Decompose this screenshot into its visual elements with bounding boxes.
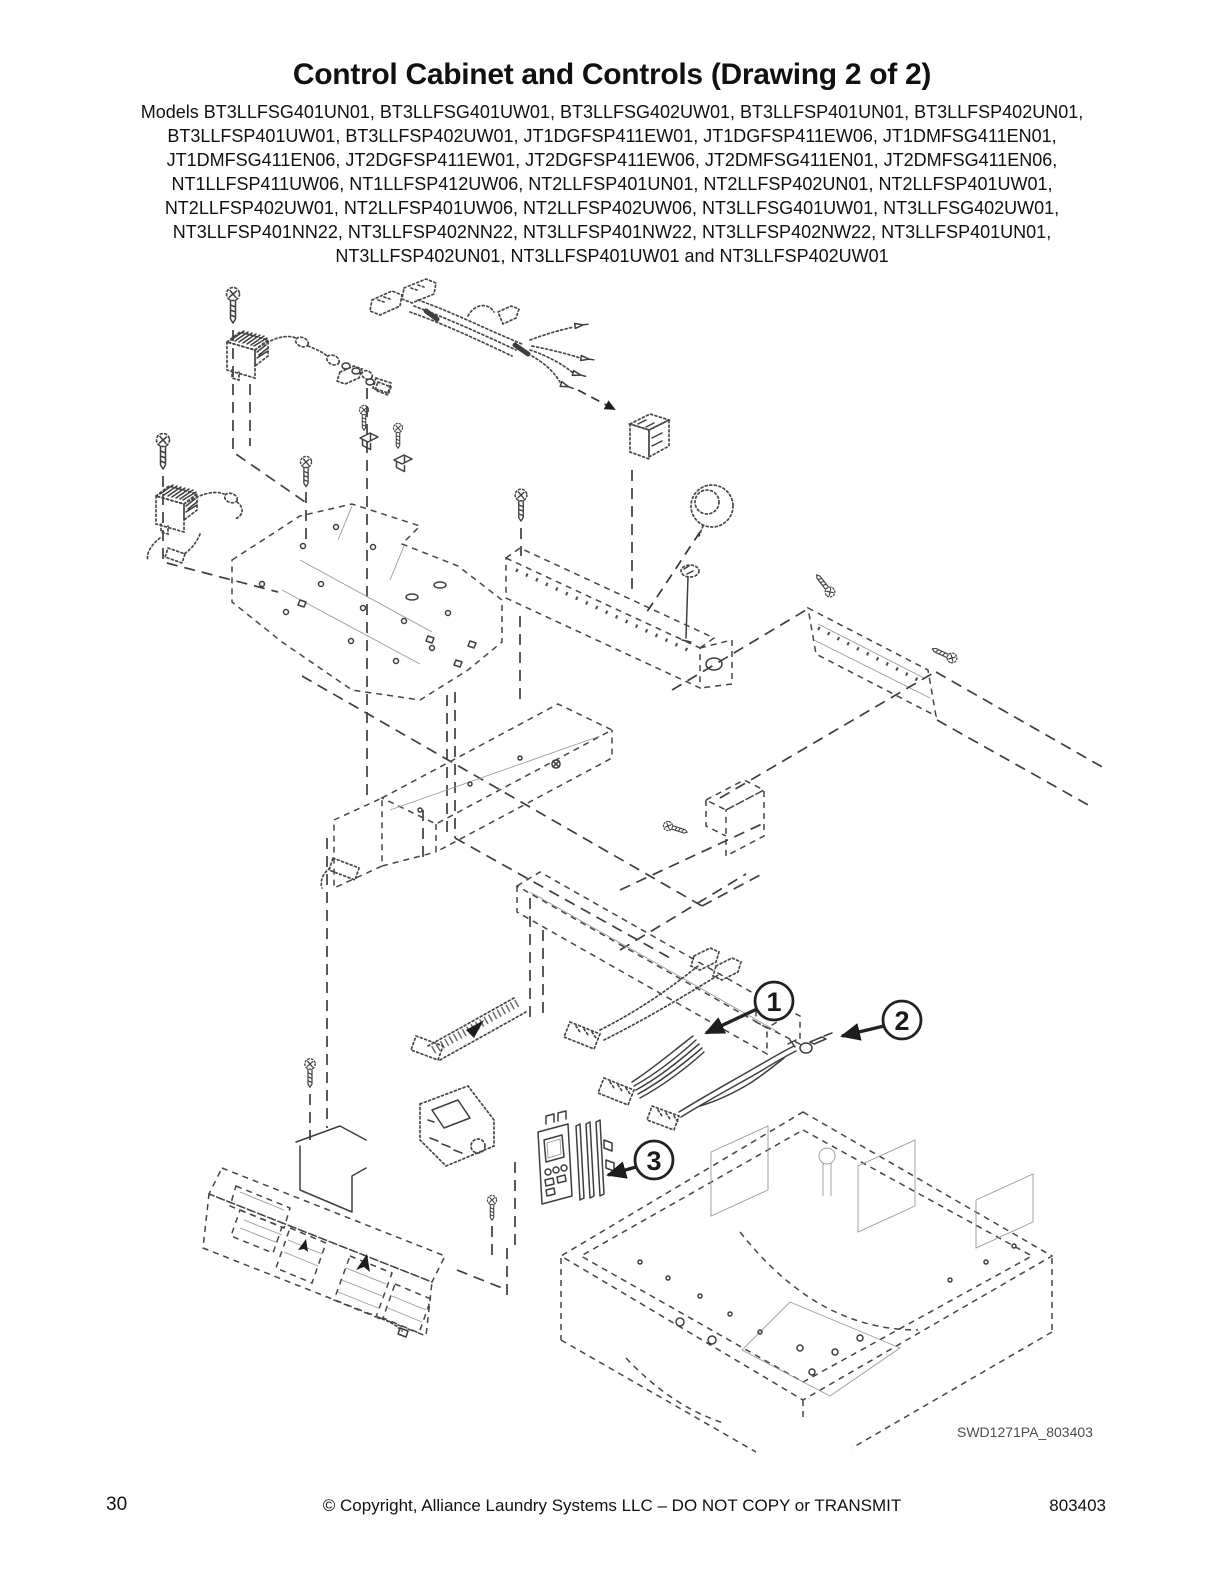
channel-bracket-lower bbox=[321, 858, 800, 1054]
right-bracket bbox=[808, 572, 958, 716]
models-line: NT2LLFSP402UW01, NT2LLFSP401UW06, NT2LLFSP402UW06, NT3LLFSG401UW01, NT3LLFSG402UW01, bbox=[164, 198, 1060, 218]
screw-icon bbox=[662, 820, 688, 836]
lower-left-relay-assembly bbox=[148, 434, 279, 593]
clip-nut bbox=[360, 433, 378, 450]
l-bracket bbox=[662, 780, 764, 856]
callout-3-number: 3 bbox=[646, 1146, 662, 1176]
models-line: NT3LLFSP401NN22, NT3LLFSP402NN22, NT3LLFSP401NW22, NT3LLFSP402NW22, NT3LLFSP401UN01, bbox=[172, 222, 1052, 242]
screw-icon bbox=[930, 644, 958, 664]
wire-harness-item-1 bbox=[598, 1036, 704, 1105]
support-bar bbox=[506, 548, 732, 688]
spade-terminal bbox=[560, 382, 574, 391]
screw-icon bbox=[157, 434, 170, 470]
models-line: Models BT3LLFSG401UN01, BT3LLFSG401UW01, BT3LLFSG402UW01, BT3LLFSP401UN01, BT3LLFSP402UN01, bbox=[140, 102, 1084, 122]
ribbon-cable bbox=[411, 998, 526, 1060]
models-line: JT1DMFSG411EN06, JT2DGFSP411EW01, JT2DGFSP411EW06, JT2DMFSG411EN01, JT2DMFSG411EN06, bbox=[166, 150, 1058, 170]
callout-2 bbox=[842, 1001, 921, 1039]
screw-icon bbox=[227, 288, 240, 324]
wire-harness-item-2 bbox=[647, 1033, 832, 1130]
document-number: 803403 bbox=[1049, 1496, 1106, 1515]
callout-3 bbox=[608, 1141, 673, 1179]
spade-terminal bbox=[575, 322, 589, 329]
models-line: BT3LLFSP401UW01, BT3LLFSP402UW01, JT1DGFSP411EW01, JT1DGFSP411EW06, JT1DMFSG411EN01, bbox=[167, 126, 1057, 146]
control-console bbox=[203, 1059, 515, 1337]
copyright-notice: © Copyright, Alliance Laundry Systems LLC – DO NOT COPY or TRANSMIT bbox=[322, 1496, 902, 1515]
screw-icon bbox=[393, 423, 402, 448]
timer-control bbox=[538, 1111, 614, 1204]
channel-bracket-left bbox=[334, 704, 612, 888]
screw-icon bbox=[515, 489, 527, 521]
callout-1-number: 1 bbox=[766, 987, 782, 1017]
screw-icon bbox=[305, 1059, 315, 1087]
screw-icon bbox=[813, 572, 837, 599]
circuit-board bbox=[420, 1086, 494, 1166]
panel-edges bbox=[302, 610, 1104, 1128]
drawing-code: SWD1271PA_803403 bbox=[957, 1424, 1093, 1440]
screw-icon bbox=[487, 1195, 496, 1220]
screw-icon bbox=[300, 456, 311, 486]
knob-and-cap bbox=[644, 485, 733, 642]
spade-terminal bbox=[572, 371, 586, 379]
callout-1 bbox=[706, 982, 793, 1033]
spade-terminal bbox=[581, 356, 595, 363]
relay-block bbox=[630, 414, 669, 594]
page-title: Control Cabinet and Controls (Drawing 2 of 2) bbox=[292, 58, 932, 91]
models-line: NT3LLFSP402UN01, NT3LLFSP401UW01 and NT3LLFSP402UW01 bbox=[335, 246, 889, 266]
clip-nut bbox=[394, 455, 412, 472]
callout-2-number: 2 bbox=[894, 1006, 910, 1036]
models-line: NT1LLFSP411UW06, NT1LLFSP412UW06, NT2LLFSP401UN01, NT2LLFSP402UN01, NT2LLFSP401UW01, bbox=[171, 174, 1053, 194]
page-number: 30 bbox=[106, 1494, 128, 1515]
relay-part bbox=[156, 485, 197, 534]
